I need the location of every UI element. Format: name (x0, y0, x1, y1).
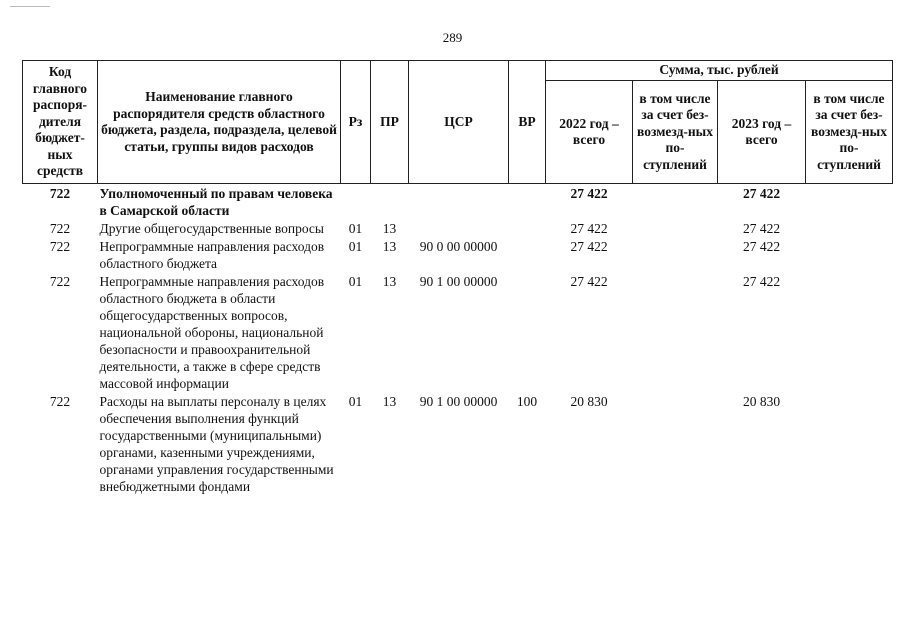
cell-vr (509, 238, 546, 273)
cell-2022-grants (633, 220, 718, 238)
cell-2023-grants (806, 184, 893, 221)
cell-2023-grants (806, 238, 893, 273)
cell-rz: 01 (348, 239, 363, 254)
cell-name: Непрограммные направления расходов областного бюджета в области общегосударственных вопросов, национальной обороны, национальной безопасности и правоохранительной деятельности, а также в сфере средств массовой информации (99, 274, 325, 391)
cell-name: Непрограммные направления расходов областного бюджета (99, 239, 325, 271)
cell-vr (509, 184, 546, 221)
cell-rz: 01 (348, 394, 363, 409)
cell-2023-grants (806, 393, 893, 496)
header-csr: ЦСР (409, 61, 509, 184)
cell-2022-grants (633, 238, 718, 273)
table-row (23, 393, 893, 496)
cell-pr (371, 184, 409, 221)
cell-2023-total: 27 422 (742, 239, 781, 254)
cell-2023-total: 27 422 (742, 221, 781, 236)
table-row (23, 238, 893, 273)
cell-2022-total: 27 422 (570, 186, 608, 201)
cell-2023-total: 20 830 (742, 394, 781, 409)
cell-name: Уполномоченный по правам человека в Самарской области (99, 186, 333, 218)
header-name: Наименование главного распорядителя средств областного бюджета, раздела, подраздела, целевой статьи, группы видов расходов (98, 61, 341, 184)
cell-2023-total: 27 422 (742, 186, 781, 201)
cell-kod: 722 (49, 186, 71, 201)
cell-2023-total: 27 422 (742, 274, 781, 289)
cell-2022-total: 20 830 (570, 394, 608, 409)
table-row (23, 273, 893, 393)
cell-pr: 13 (382, 239, 397, 254)
table-header (23, 61, 893, 184)
cell-2022-grants (633, 184, 718, 221)
cell-pr: 13 (382, 221, 397, 236)
cell-csr: 90 0 00 00000 (419, 239, 498, 254)
header-2023-total: 2023 год – всего (718, 81, 806, 184)
budget-table (22, 60, 893, 496)
table-row (23, 220, 893, 238)
header-2022-grants: в том числе за счет без-возмезд-ных по-ступлений (633, 81, 718, 184)
cell-2023-grants (806, 220, 893, 238)
cell-kod: 722 (49, 221, 71, 236)
cell-kod: 722 (49, 239, 71, 254)
cell-kod: 722 (49, 394, 71, 409)
cell-csr: 90 1 00 00000 (419, 394, 498, 409)
header-kod: Код главного распоря-дителя бюджет-ных средств (23, 61, 98, 184)
cell-2022-grants (633, 273, 718, 393)
cell-vr: 100 (516, 394, 538, 409)
cell-rz (341, 184, 371, 221)
header-2023-grants: в том числе за счет без-возмезд-ных по-ступлений (806, 81, 893, 184)
cell-2022-total: 27 422 (570, 239, 608, 254)
cell-pr: 13 (382, 394, 397, 409)
page-number: 289 (442, 30, 463, 45)
table-body (23, 184, 893, 497)
header-2022-total: 2022 год – всего (546, 81, 633, 184)
cell-kod: 722 (49, 274, 71, 289)
cell-csr (409, 184, 509, 221)
cell-pr: 13 (382, 274, 397, 289)
cell-vr (509, 220, 546, 238)
cell-rz: 01 (348, 274, 363, 289)
header-vr: ВР (509, 61, 546, 184)
cell-2023-grants (806, 273, 893, 393)
cell-rz: 01 (348, 221, 363, 236)
cell-2022-total: 27 422 (570, 221, 608, 236)
header-pr: ПР (371, 61, 409, 184)
cell-name: Расходы на выплаты персоналу в целях обеспечения выполнения функций государственными (муниципальными) органами, казенными учреждениями, органами управления государственными внебюджетными фондами (99, 394, 334, 494)
cell-vr (509, 273, 546, 393)
cell-csr: 90 1 00 00000 (419, 274, 498, 289)
header-sum-group: Сумма, тыс. рублей (546, 61, 893, 81)
cell-2022-grants (633, 393, 718, 496)
header-rz: Рз (341, 61, 371, 184)
cell-csr (409, 220, 509, 238)
table-row (23, 184, 893, 221)
scan-artifact-line (10, 6, 50, 7)
cell-2022-total: 27 422 (570, 274, 608, 289)
cell-name: Другие общегосударственные вопросы (99, 221, 324, 236)
